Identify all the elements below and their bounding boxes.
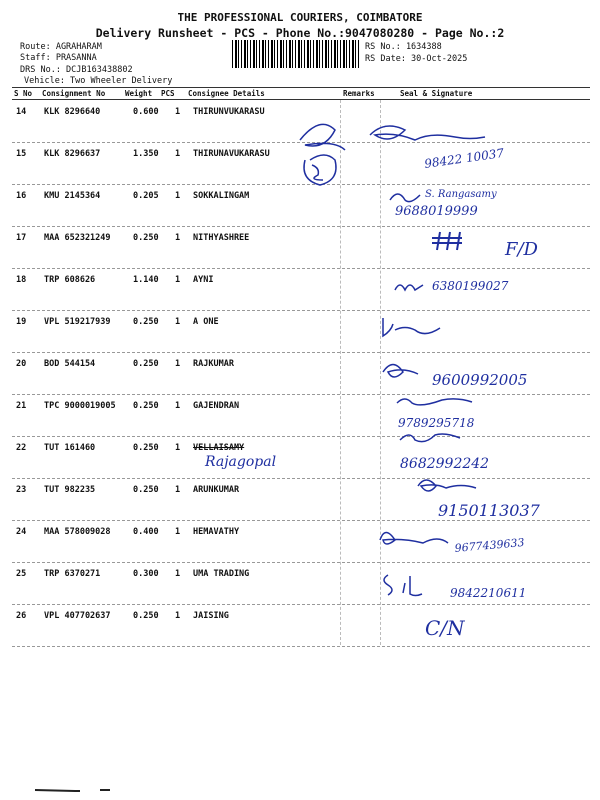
row-pcs: 1 [175,569,181,579]
row-sno: 26 [16,611,27,621]
row-weight: 0.250 [133,443,159,453]
signature-scribble-14 [300,124,345,150]
row-weight: 0.400 [133,527,159,537]
col-pcs: PCS [161,89,175,98]
row-consignment: MAA 578009028 [44,527,111,537]
row-sno: 19 [16,317,27,327]
row-consignee: NITHYASHREE [193,233,250,243]
row-consignment: KLK 8296640 [44,107,101,117]
row-pcs: 1 [175,611,181,621]
route-label: Route: AGRAHARAM [20,42,102,52]
row-weight: 0.250 [133,233,159,243]
col-consignee: Consignee Details [188,89,265,98]
row-consignee: THIRUNAVUKARASU [193,149,270,159]
handwritten-phone-18: 6380199027 [432,279,509,293]
row-sno: 23 [16,485,27,495]
signature-25 [384,575,422,596]
row-sno: 24 [16,527,27,537]
row-consignee: VELLAISAMY [193,443,245,453]
signature-20 [383,365,418,378]
signature-18 [395,285,423,290]
signature-22 [400,434,460,442]
rs-date: RS Date: 30-Oct-2025 [365,54,468,64]
handwritten-phone-25: 9842210611 [450,586,527,600]
row-consignee: GAJENDRAN [193,401,240,411]
row-consignee: A ONE [193,317,219,327]
row-pcs: 1 [175,527,181,537]
handwritten-correction-22: Rajagopal [205,454,277,470]
signature-mark-16 [390,194,420,202]
signature-14 [370,126,485,140]
row-consignment: VPL 407702637 [44,611,111,621]
signature-23 [418,480,476,491]
handwritten-phone-15: 98422 10037 [423,145,505,171]
row-sno: 18 [16,275,27,285]
row-consignee: SOKKALINGAM [193,191,250,201]
row-sno: 16 [16,191,27,201]
row-weight: 0.250 [133,611,159,621]
row-consignee: UMA TRADING [193,569,250,579]
company-name: THE PROFESSIONAL COURIERS, COIMBATORE [177,11,423,24]
row-weight: 0.250 [133,401,159,411]
col-remarks: Remarks [343,89,375,98]
handwritten-phone-23: 9150113037 [438,501,540,520]
handwritten-phone-20: 9600992005 [432,371,528,389]
handwritten-name-16: S. Rangasamy [425,189,497,200]
signature-24 [380,533,448,545]
row-consignment: TRP 608626 [44,275,96,285]
signature-19 [383,318,440,336]
row-consignment: MAA 652321249 [44,233,111,243]
row-pcs: 1 [175,401,181,411]
handwritten-phone-22: 8682992242 [400,456,490,472]
row-pcs: 1 [175,317,181,327]
signature-15 [304,155,336,185]
row-consignee: ARUNKUMAR [193,485,240,495]
handwritten-phone-16: 9688019999 [395,204,478,219]
row-pcs: 1 [175,359,181,369]
row-pcs: 1 [175,191,181,201]
row-weight: 0.300 [133,569,159,579]
handwritten-note-17: F/D [505,239,538,260]
row-weight: 1.140 [133,275,159,285]
handwritten-note-26: C/N [425,616,465,640]
drs-label: DRS No.: DCJB163438802 [20,65,133,75]
row-pcs: 1 [175,233,181,243]
staff-label: Staff: PRASANNA [20,53,97,63]
row-pcs: 1 [175,107,181,117]
row-weight: 0.600 [133,107,159,117]
rs-number: RS No.: 1634388 [365,42,442,52]
row-consignment: BOD 544154 [44,359,96,369]
col-weight: Weight [125,89,153,98]
row-consignment: TRP 6370271 [44,569,101,579]
handwritten-phone-21: 9789295718 [398,416,475,430]
row-consignee: THIRUNVUKARASU [193,107,265,117]
row-sno: 21 [16,401,27,411]
col-consignment: Consignment No [42,89,106,98]
handwritten-phone-24: 9677439633 [454,535,525,555]
row-consignment: KMU 2145364 [44,191,101,201]
row-sno: 14 [16,107,27,117]
row-pcs: 1 [175,443,181,453]
row-pcs: 1 [175,485,181,495]
row-weight: 1.350 [133,149,159,159]
col-signature: Seal & Signature [400,89,473,98]
signature-21 [397,399,472,405]
scan-edge-mark [35,790,110,791]
row-consignment: TUT 161460 [44,443,96,453]
row-pcs: 1 [175,149,181,159]
row-consignee: HEMAVATHY [193,527,240,537]
row-pcs: 1 [175,275,181,285]
row-sno: 15 [16,149,27,159]
row-weight: 0.250 [133,485,159,495]
row-consignee: AYNI [193,275,214,285]
row-weight: 0.250 [133,317,159,327]
row-consignment: TUT 982235 [44,485,96,495]
vehicle-label: Vehicle: Two Wheeler Delivery [24,76,173,86]
row-sno: 22 [16,443,27,453]
crossed-mark-17 [432,232,462,250]
row-sno: 25 [16,569,27,579]
row-consignment: KLK 8296637 [44,149,101,159]
row-consignee: RAJKUMAR [193,359,234,369]
row-sno: 17 [16,233,27,243]
row-weight: 0.250 [133,359,159,369]
row-consignment: VPL 519217939 [44,317,111,327]
runsheet-title: Delivery Runsheet - PCS - Phone No.:9047080280 - Page No.:2 [95,26,505,40]
row-sno: 20 [16,359,27,369]
col-sno: S No [14,89,33,98]
row-consignee: JAISING [193,611,229,621]
row-consignment: TPC 9000019005 [44,401,116,411]
row-weight: 0.205 [133,191,159,201]
